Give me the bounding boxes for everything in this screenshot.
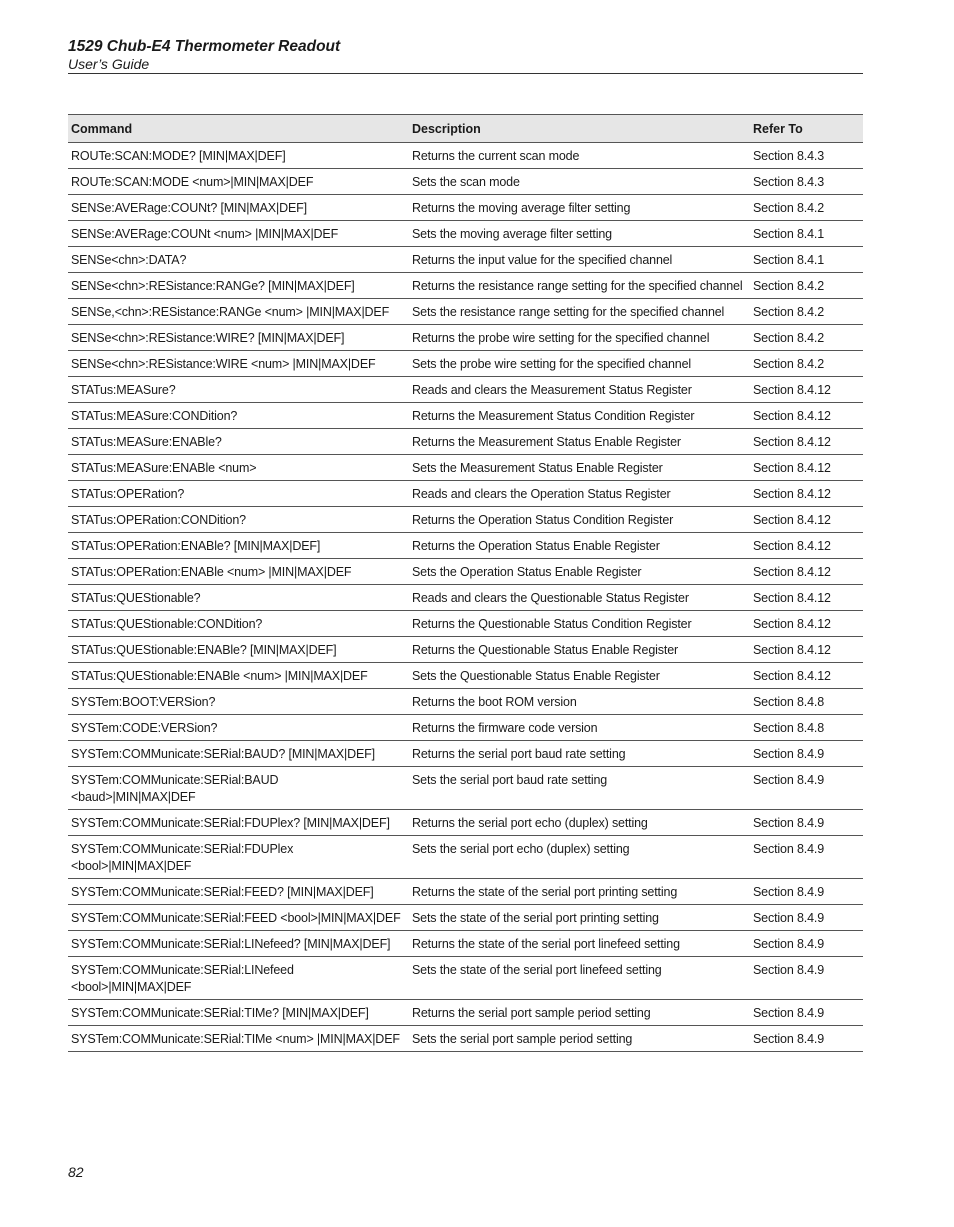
refer-to-cell: Section 8.4.9	[750, 1000, 863, 1026]
table-row	[68, 905, 863, 931]
table-row	[68, 715, 863, 741]
refer-to-cell: Section 8.4.12	[750, 663, 863, 689]
description-cell: Returns the serial port echo (duplex) setting	[409, 810, 750, 836]
table-row	[68, 299, 863, 325]
refer-to-cell: Section 8.4.8	[750, 689, 863, 715]
description-cell: Returns the input value for the specified channel	[409, 247, 750, 273]
refer-to-cell: Section 8.4.2	[750, 325, 863, 351]
refer-to-cell: Section 8.4.9	[750, 957, 863, 1000]
command-cell: SYSTem:COMMunicate:SERial:LINefeed <bool>|MIN|MAX|DEF	[68, 957, 409, 1000]
table-row	[68, 663, 863, 689]
description-cell: Sets the scan mode	[409, 169, 750, 195]
column-header-description: Description	[409, 115, 750, 143]
command-cell: STATus:QUEStionable?	[68, 585, 409, 611]
refer-to-cell: Section 8.4.1	[750, 221, 863, 247]
page-header	[68, 38, 863, 73]
table-row	[68, 585, 863, 611]
command-cell: STATus:QUEStionable:ENABle? [MIN|MAX|DEF]	[68, 637, 409, 663]
description-cell: Sets the probe wire setting for the specified channel	[409, 351, 750, 377]
description-cell: Sets the moving average filter setting	[409, 221, 750, 247]
table-row	[68, 325, 863, 351]
table-row	[68, 957, 863, 1000]
description-cell: Sets the serial port echo (duplex) setting	[409, 836, 750, 879]
refer-to-cell: Section 8.4.12	[750, 377, 863, 403]
description-cell: Returns the moving average filter setting	[409, 195, 750, 221]
description-cell: Sets the serial port sample period setting	[409, 1026, 750, 1052]
command-cell: STATus:QUEStionable:ENABle <num> |MIN|MAX|DEF	[68, 663, 409, 689]
refer-to-cell: Section 8.4.2	[750, 195, 863, 221]
command-cell: SYSTem:BOOT:VERSion?	[68, 689, 409, 715]
refer-to-cell: Section 8.4.9	[750, 810, 863, 836]
command-cell: SENSe,<chn>:RESistance:RANGe <num> |MIN|MAX|DEF	[68, 299, 409, 325]
command-cell: STATus:MEASure:ENABle <num>	[68, 455, 409, 481]
table-body	[68, 143, 863, 1052]
refer-to-cell: Section 8.4.12	[750, 455, 863, 481]
command-cell: SENSe<chn>:DATA?	[68, 247, 409, 273]
description-cell: Returns the state of the serial port printing setting	[409, 879, 750, 905]
table-row	[68, 611, 863, 637]
table-row	[68, 169, 863, 195]
table-row	[68, 143, 863, 169]
command-cell: SYSTem:COMMunicate:SERial:TIMe? [MIN|MAX|DEF]	[68, 1000, 409, 1026]
refer-to-cell: Section 8.4.12	[750, 403, 863, 429]
description-cell: Returns the probe wire setting for the specified channel	[409, 325, 750, 351]
refer-to-cell: Section 8.4.2	[750, 273, 863, 299]
document-title: 1529 Chub-E4 Thermometer Readout	[68, 38, 341, 55]
description-cell: Sets the state of the serial port printing setting	[409, 905, 750, 931]
table-row	[68, 533, 863, 559]
table-row	[68, 767, 863, 810]
table-row	[68, 403, 863, 429]
command-cell: SYSTem:COMMunicate:SERial:LINefeed? [MIN|MAX|DEF]	[68, 931, 409, 957]
table-row	[68, 455, 863, 481]
refer-to-cell: Section 8.4.9	[750, 1026, 863, 1052]
description-cell: Returns the Questionable Status Condition Register	[409, 611, 750, 637]
command-cell: SYSTem:COMMunicate:SERial:FEED <bool>|MIN|MAX|DEF	[68, 905, 409, 931]
command-cell: STATus:MEASure:ENABle?	[68, 429, 409, 455]
column-header-command: Command	[68, 115, 409, 143]
table-row	[68, 1000, 863, 1026]
command-cell: SYSTem:COMMunicate:SERial:FDUPlex <bool>|MIN|MAX|DEF	[68, 836, 409, 879]
refer-to-cell: Section 8.4.9	[750, 767, 863, 810]
refer-to-cell: Section 8.4.12	[750, 559, 863, 585]
refer-to-cell: Section 8.4.12	[750, 533, 863, 559]
description-cell: Sets the serial port baud rate setting	[409, 767, 750, 810]
command-cell: STATus:OPERation?	[68, 481, 409, 507]
table-row	[68, 377, 863, 403]
description-cell: Returns the resistance range setting for the specified channel	[409, 273, 750, 299]
description-cell: Returns the Measurement Status Condition Register	[409, 403, 750, 429]
table-row	[68, 741, 863, 767]
refer-to-cell: Section 8.4.8	[750, 715, 863, 741]
table-row	[68, 195, 863, 221]
description-cell: Sets the Operation Status Enable Register	[409, 559, 750, 585]
command-cell: SENSe<chn>:RESistance:WIRE? [MIN|MAX|DEF]	[68, 325, 409, 351]
refer-to-cell: Section 8.4.12	[750, 637, 863, 663]
refer-to-cell: Section 8.4.3	[750, 143, 863, 169]
table-row	[68, 507, 863, 533]
refer-to-cell: Section 8.4.3	[750, 169, 863, 195]
table-row	[68, 273, 863, 299]
description-cell: Returns the Measurement Status Enable Register	[409, 429, 750, 455]
command-cell: STATus:MEASure:CONDition?	[68, 403, 409, 429]
refer-to-cell: Section 8.4.12	[750, 611, 863, 637]
command-cell: SYSTem:COMMunicate:SERial:TIMe <num> |MIN|MAX|DEF	[68, 1026, 409, 1052]
table-header-row	[68, 115, 863, 143]
header-divider	[68, 73, 863, 74]
refer-to-cell: Section 8.4.9	[750, 879, 863, 905]
command-cell: SENSe:AVERage:COUNt <num> |MIN|MAX|DEF	[68, 221, 409, 247]
refer-to-cell: Section 8.4.2	[750, 351, 863, 377]
table-row	[68, 810, 863, 836]
table-row	[68, 221, 863, 247]
command-cell: SENSe:AVERage:COUNt? [MIN|MAX|DEF]	[68, 195, 409, 221]
command-cell: STATus:OPERation:ENABle <num> |MIN|MAX|DEF	[68, 559, 409, 585]
table-row	[68, 559, 863, 585]
description-cell: Reads and clears the Operation Status Register	[409, 481, 750, 507]
command-cell: STATus:QUEStionable:CONDition?	[68, 611, 409, 637]
command-cell: SENSe<chn>:RESistance:RANGe? [MIN|MAX|DEF]	[68, 273, 409, 299]
description-cell: Returns the current scan mode	[409, 143, 750, 169]
command-cell: SYSTem:CODE:VERSion?	[68, 715, 409, 741]
table-row	[68, 931, 863, 957]
command-cell: STATus:OPERation:ENABle? [MIN|MAX|DEF]	[68, 533, 409, 559]
description-cell: Returns the firmware code version	[409, 715, 750, 741]
table-row	[68, 247, 863, 273]
refer-to-cell: Section 8.4.12	[750, 507, 863, 533]
table-row	[68, 689, 863, 715]
command-cell: SYSTem:COMMunicate:SERial:BAUD <baud>|MIN|MAX|DEF	[68, 767, 409, 810]
refer-to-cell: Section 8.4.9	[750, 905, 863, 931]
command-cell: SYSTem:COMMunicate:SERial:FEED? [MIN|MAX|DEF]	[68, 879, 409, 905]
command-cell: SENSe<chn>:RESistance:WIRE <num> |MIN|MAX|DEF	[68, 351, 409, 377]
table-row	[68, 429, 863, 455]
table-row	[68, 836, 863, 879]
description-cell: Reads and clears the Measurement Status Register	[409, 377, 750, 403]
refer-to-cell: Section 8.4.9	[750, 931, 863, 957]
refer-to-cell: Section 8.4.12	[750, 585, 863, 611]
table-row	[68, 879, 863, 905]
refer-to-cell: Section 8.4.12	[750, 429, 863, 455]
page-number: 82	[68, 1164, 84, 1180]
description-cell: Sets the Questionable Status Enable Register	[409, 663, 750, 689]
description-cell: Returns the serial port baud rate setting	[409, 741, 750, 767]
description-cell: Sets the resistance range setting for the specified channel	[409, 299, 750, 325]
table-row	[68, 481, 863, 507]
command-cell: SYSTem:COMMunicate:SERial:FDUPlex? [MIN|MAX|DEF]	[68, 810, 409, 836]
column-header-refer-to: Refer To	[750, 115, 863, 143]
table-row	[68, 1026, 863, 1052]
document-subtitle: User’s Guide	[68, 56, 150, 72]
command-cell: ROUTe:SCAN:MODE <num>|MIN|MAX|DEF	[68, 169, 409, 195]
command-table	[68, 114, 863, 1052]
description-cell: Returns the Questionable Status Enable Register	[409, 637, 750, 663]
description-cell: Returns the Operation Status Enable Register	[409, 533, 750, 559]
description-cell: Returns the serial port sample period setting	[409, 1000, 750, 1026]
command-cell: STATus:MEASure?	[68, 377, 409, 403]
command-cell: SYSTem:COMMunicate:SERial:BAUD? [MIN|MAX|DEF]	[68, 741, 409, 767]
refer-to-cell: Section 8.4.9	[750, 741, 863, 767]
command-cell: ROUTe:SCAN:MODE? [MIN|MAX|DEF]	[68, 143, 409, 169]
command-cell: STATus:OPERation:CONDition?	[68, 507, 409, 533]
description-cell: Returns the state of the serial port linefeed setting	[409, 931, 750, 957]
description-cell: Returns the Operation Status Condition Register	[409, 507, 750, 533]
description-cell: Reads and clears the Questionable Status Register	[409, 585, 750, 611]
description-cell: Returns the boot ROM version	[409, 689, 750, 715]
refer-to-cell: Section 8.4.2	[750, 299, 863, 325]
refer-to-cell: Section 8.4.12	[750, 481, 863, 507]
table-row	[68, 637, 863, 663]
description-cell: Sets the Measurement Status Enable Register	[409, 455, 750, 481]
refer-to-cell: Section 8.4.9	[750, 836, 863, 879]
table-row	[68, 351, 863, 377]
description-cell: Sets the state of the serial port linefeed setting	[409, 957, 750, 1000]
refer-to-cell: Section 8.4.1	[750, 247, 863, 273]
